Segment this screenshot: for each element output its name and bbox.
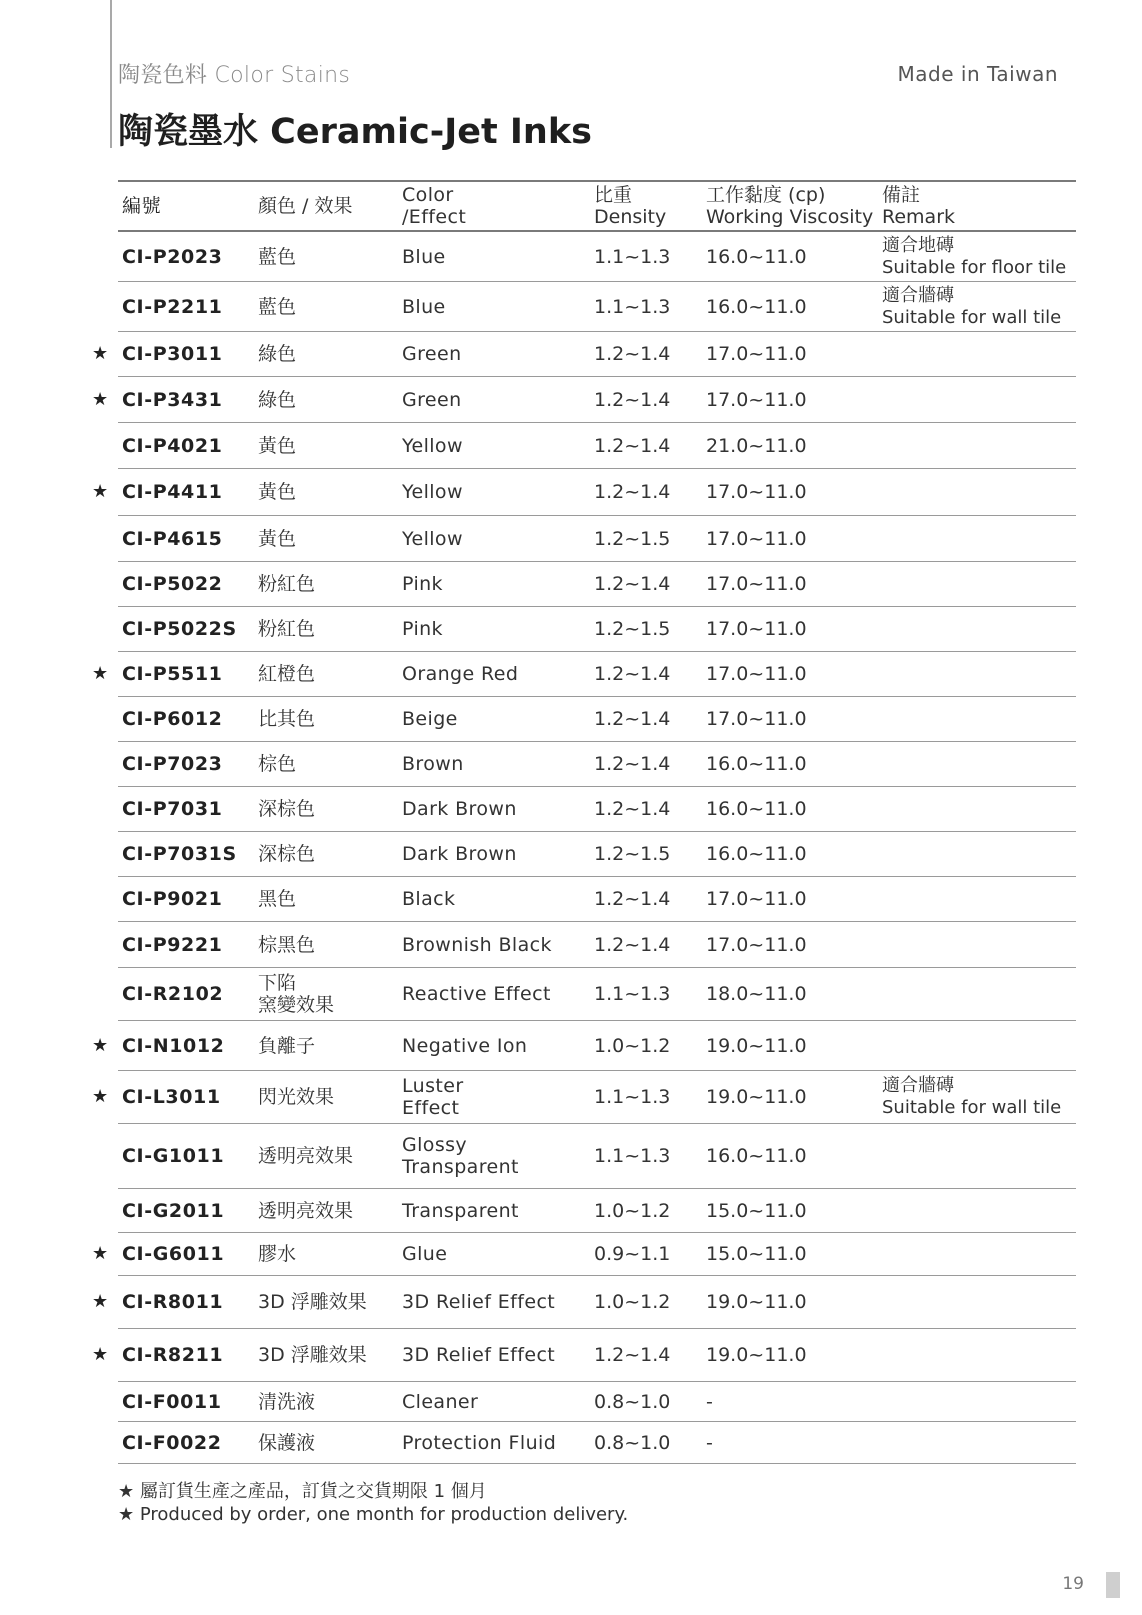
cell-color-en: Brownish Black bbox=[402, 933, 552, 956]
table-row bbox=[92, 469, 1076, 516]
cell-density: 1.2~1.4 bbox=[594, 388, 671, 411]
cell-color-zh: 膠水 bbox=[258, 1243, 297, 1265]
star-marker: ★ bbox=[92, 481, 109, 502]
cell-viscosity: 19.0~11.0 bbox=[706, 1291, 807, 1313]
table-row bbox=[118, 742, 1076, 787]
cell-code: CI-P4021 bbox=[122, 434, 223, 457]
cell-color-zh: 棕色 bbox=[258, 753, 297, 775]
table-row bbox=[118, 607, 1076, 652]
table-row bbox=[118, 423, 1076, 469]
header-viscosity: 工作黏度 (cp) Working Viscosity bbox=[706, 184, 874, 228]
cell-code: CI-R8211 bbox=[122, 1344, 224, 1366]
table-row bbox=[92, 377, 1076, 423]
cell-code: CI-F0011 bbox=[122, 1390, 222, 1413]
cell-viscosity: 19.0~11.0 bbox=[706, 1344, 807, 1366]
cell-viscosity: 17.0~11.0 bbox=[706, 573, 807, 595]
star-marker: ★ bbox=[92, 343, 109, 364]
star-marker: ★ bbox=[92, 663, 109, 684]
header-remark: 備註 Remark bbox=[882, 184, 956, 228]
cell-viscosity: 17.0~11.0 bbox=[706, 481, 807, 503]
cell-color-en: Protection Fluid bbox=[402, 1431, 557, 1454]
cell-color-en: Reactive Effect bbox=[402, 983, 551, 1005]
cell-code: CI-P7031 bbox=[122, 798, 223, 820]
cell-viscosity: 16.0~11.0 bbox=[706, 753, 807, 775]
table-row bbox=[118, 1189, 1076, 1233]
cell-code: CI-P5022 bbox=[122, 573, 223, 595]
cell-color-zh: 下陷 窯變效果 bbox=[258, 972, 335, 1016]
cell-color-zh: 藍色 bbox=[258, 245, 297, 268]
cell-density: 1.1~1.3 bbox=[594, 1086, 671, 1108]
table-row bbox=[118, 787, 1076, 832]
cell-code: CI-P5022S bbox=[122, 618, 237, 640]
table-row bbox=[92, 1276, 1076, 1329]
header-color-en: Color /Effect bbox=[402, 184, 467, 228]
cell-density: 1.2~1.4 bbox=[594, 573, 671, 595]
cell-viscosity: 16.0~11.0 bbox=[706, 295, 807, 318]
cell-color-zh: 黃色 bbox=[258, 434, 297, 457]
cell-viscosity: 15.0~11.0 bbox=[706, 1243, 807, 1265]
cell-viscosity: 17.0~11.0 bbox=[706, 343, 807, 365]
cell-viscosity: 17.0~11.0 bbox=[706, 527, 807, 550]
cell-color-en: Glue bbox=[402, 1243, 448, 1265]
cell-density: 1.2~1.4 bbox=[594, 343, 671, 365]
cell-density: 1.2~1.4 bbox=[594, 933, 671, 956]
cell-density: 1.0~1.2 bbox=[594, 1034, 671, 1057]
cell-color-en: Pink bbox=[402, 618, 443, 640]
header-density: 比重 Density bbox=[594, 184, 667, 228]
cell-color-zh: 粉紅色 bbox=[258, 618, 316, 640]
cell-code: CI-G1011 bbox=[122, 1145, 225, 1167]
cell-code: CI-P6012 bbox=[122, 708, 223, 730]
table-row bbox=[92, 1329, 1076, 1382]
cell-code: CI-P7023 bbox=[122, 753, 223, 775]
cell-color-en: Beige bbox=[402, 708, 458, 730]
table-row bbox=[118, 1382, 1076, 1422]
cell-density: 1.1~1.3 bbox=[594, 1145, 671, 1167]
cell-code: CI-P9021 bbox=[122, 888, 223, 910]
cell-density: 1.2~1.4 bbox=[594, 1344, 671, 1366]
header-code: 編號 bbox=[122, 195, 162, 217]
cell-viscosity: 17.0~11.0 bbox=[706, 388, 807, 411]
table-row bbox=[92, 652, 1076, 697]
cell-color-zh: 透明亮效果 bbox=[258, 1199, 354, 1222]
cell-code: CI-R2102 bbox=[122, 983, 224, 1005]
cell-remark: 適合牆磚 Suitable for wall tile bbox=[882, 1075, 1062, 1118]
page-corner-tab bbox=[1106, 1572, 1120, 1598]
cell-density: 1.0~1.2 bbox=[594, 1199, 671, 1222]
cell-code: CI-L3011 bbox=[122, 1086, 221, 1108]
cell-density: 1.2~1.4 bbox=[594, 798, 671, 820]
cell-color-zh: 3D 浮雕效果 bbox=[258, 1344, 367, 1366]
cell-code: CI-P4615 bbox=[122, 527, 223, 550]
star-marker: ★ bbox=[92, 1034, 109, 1056]
cell-code: CI-P2023 bbox=[122, 245, 223, 268]
cell-color-zh: 3D 浮雕效果 bbox=[258, 1291, 367, 1313]
table-row bbox=[118, 832, 1076, 877]
cell-color-en: Negative Ion bbox=[402, 1034, 528, 1057]
cell-code: CI-P7031S bbox=[122, 843, 237, 865]
cell-color-zh: 紅橙色 bbox=[258, 663, 316, 685]
cell-color-en: Transparent bbox=[402, 1199, 519, 1222]
cell-density: 1.1~1.3 bbox=[594, 983, 671, 1005]
cell-density: 1.2~1.4 bbox=[594, 434, 671, 457]
cell-remark: 適合地磚 Suitable for floor tile bbox=[882, 234, 1067, 278]
cell-color-en: Glossy Transparent bbox=[402, 1134, 519, 1178]
table-row bbox=[92, 1071, 1076, 1124]
cell-viscosity: 17.0~11.0 bbox=[706, 933, 807, 956]
made-in-label: Made in Taiwan bbox=[897, 62, 1058, 86]
cell-color-zh: 棕黑色 bbox=[258, 933, 316, 956]
cell-density: 1.1~1.3 bbox=[594, 245, 671, 268]
cell-viscosity: - bbox=[706, 1390, 713, 1413]
cell-color-zh: 保護液 bbox=[258, 1431, 316, 1454]
cell-color-en: 3D Relief Effect bbox=[402, 1291, 556, 1313]
cell-code: CI-P3431 bbox=[122, 388, 223, 411]
table-row bbox=[118, 232, 1076, 282]
ink-spec-table bbox=[92, 180, 1076, 1464]
cell-remark: 適合牆磚 Suitable for wall tile bbox=[882, 284, 1062, 328]
cell-color-zh: 綠色 bbox=[258, 388, 297, 411]
cell-color-zh: 透明亮效果 bbox=[258, 1145, 354, 1167]
table-row bbox=[92, 1233, 1076, 1276]
table-row bbox=[92, 332, 1076, 377]
cell-color-zh: 深棕色 bbox=[258, 798, 316, 820]
page-title: 陶瓷墨水 Ceramic-Jet Inks bbox=[118, 112, 592, 152]
cell-density: 0.8~1.0 bbox=[594, 1390, 671, 1413]
cell-code: CI-F0022 bbox=[122, 1431, 222, 1454]
cell-code: CI-P9221 bbox=[122, 933, 223, 956]
cell-color-en: Luster Effect bbox=[402, 1075, 464, 1119]
table-row bbox=[118, 562, 1076, 607]
cell-code: CI-N1012 bbox=[122, 1034, 225, 1057]
cell-color-zh: 黃色 bbox=[258, 481, 297, 503]
cell-color-zh: 閃光效果 bbox=[258, 1086, 335, 1108]
cell-density: 1.2~1.5 bbox=[594, 527, 671, 550]
star-marker: ★ bbox=[92, 1086, 109, 1107]
table-row bbox=[118, 1124, 1076, 1189]
cell-viscosity: 17.0~11.0 bbox=[706, 888, 807, 910]
cell-color-en: Orange Red bbox=[402, 663, 519, 685]
table-row bbox=[92, 1021, 1076, 1071]
cell-color-en: Pink bbox=[402, 573, 443, 595]
cell-viscosity: 19.0~11.0 bbox=[706, 1034, 807, 1057]
table-row bbox=[118, 922, 1076, 968]
cell-color-zh: 清洗液 bbox=[258, 1390, 316, 1413]
cell-color-en: Brown bbox=[402, 753, 464, 775]
footnote-zh: ★ 屬訂貨生產之產品，訂貨之交貨期限 1 個月 bbox=[118, 1481, 487, 1502]
cell-code: CI-P3011 bbox=[122, 343, 223, 365]
table-header-row bbox=[118, 180, 1076, 232]
cell-density: 0.8~1.0 bbox=[594, 1431, 671, 1454]
cell-density: 1.2~1.5 bbox=[594, 843, 671, 865]
star-marker: ★ bbox=[92, 1291, 109, 1312]
cell-color-zh: 粉紅色 bbox=[258, 573, 316, 595]
cell-viscosity: 19.0~11.0 bbox=[706, 1086, 807, 1108]
star-marker: ★ bbox=[92, 1344, 109, 1365]
cell-viscosity: 21.0~11.0 bbox=[706, 434, 807, 457]
cell-color-zh: 深棕色 bbox=[258, 843, 316, 865]
cell-code: CI-R8011 bbox=[122, 1291, 224, 1313]
cell-code: CI-P4411 bbox=[122, 481, 223, 503]
cell-color-en: Blue bbox=[402, 295, 446, 318]
cell-color-en: Blue bbox=[402, 245, 446, 268]
cell-density: 1.2~1.4 bbox=[594, 753, 671, 775]
cell-density: 1.2~1.5 bbox=[594, 618, 671, 640]
cell-viscosity: 16.0~11.0 bbox=[706, 798, 807, 820]
cell-viscosity: 17.0~11.0 bbox=[706, 618, 807, 640]
cell-viscosity: 17.0~11.0 bbox=[706, 708, 807, 730]
cell-viscosity: 17.0~11.0 bbox=[706, 663, 807, 685]
cell-code: CI-P5511 bbox=[122, 663, 223, 685]
cell-color-zh: 藍色 bbox=[258, 295, 297, 318]
cell-color-en: Green bbox=[402, 343, 462, 365]
footnote-en: ★ Produced by order, one month for production delivery. bbox=[118, 1504, 629, 1525]
cell-viscosity: 18.0~11.0 bbox=[706, 983, 807, 1005]
cell-color-en: Yellow bbox=[402, 434, 463, 457]
table-row bbox=[118, 968, 1076, 1021]
table-row bbox=[118, 282, 1076, 332]
cell-color-en: 3D Relief Effect bbox=[402, 1344, 556, 1366]
star-marker: ★ bbox=[92, 1243, 109, 1264]
table-body bbox=[92, 232, 1076, 1464]
cell-viscosity: 16.0~11.0 bbox=[706, 245, 807, 268]
table-row bbox=[118, 516, 1076, 562]
cell-color-zh: 黑色 bbox=[258, 888, 297, 910]
cell-color-zh: 負離子 bbox=[258, 1034, 316, 1057]
cell-density: 1.1~1.3 bbox=[594, 295, 671, 318]
cell-color-en: Dark Brown bbox=[402, 843, 517, 865]
cell-viscosity: 16.0~11.0 bbox=[706, 843, 807, 865]
cell-color-zh: 比其色 bbox=[258, 708, 316, 730]
cell-density: 0.9~1.1 bbox=[594, 1243, 671, 1265]
cell-density: 1.2~1.4 bbox=[594, 663, 671, 685]
header-color-zh: 顏色 / 效果 bbox=[258, 195, 353, 217]
cell-color-zh: 綠色 bbox=[258, 343, 297, 365]
cell-density: 1.2~1.4 bbox=[594, 481, 671, 503]
page-number: 19 bbox=[1062, 1574, 1084, 1594]
star-marker: ★ bbox=[92, 388, 109, 410]
cell-density: 1.2~1.4 bbox=[594, 888, 671, 910]
table-row bbox=[118, 1422, 1076, 1464]
cell-color-en: Black bbox=[402, 888, 456, 910]
cell-color-en: Yellow bbox=[402, 481, 463, 503]
cell-color-en: Green bbox=[402, 388, 462, 411]
cell-color-en: Cleaner bbox=[402, 1390, 479, 1413]
cell-color-en: Dark Brown bbox=[402, 798, 517, 820]
cell-code: CI-G6011 bbox=[122, 1243, 225, 1265]
table-row bbox=[118, 877, 1076, 922]
cell-density: 1.2~1.4 bbox=[594, 708, 671, 730]
category-label: 陶瓷色料 Color Stains bbox=[118, 63, 351, 88]
cell-viscosity: 16.0~11.0 bbox=[706, 1145, 807, 1167]
cell-color-zh: 黃色 bbox=[258, 527, 297, 550]
cell-viscosity: 15.0~11.0 bbox=[706, 1199, 807, 1222]
cell-density: 1.0~1.2 bbox=[594, 1291, 671, 1313]
cell-code: CI-G2011 bbox=[122, 1199, 225, 1222]
header-divider-line bbox=[110, 0, 112, 148]
cell-code: CI-P2211 bbox=[122, 295, 223, 318]
table-row bbox=[118, 697, 1076, 742]
cell-viscosity: - bbox=[706, 1431, 713, 1454]
footnotes bbox=[118, 1480, 628, 1526]
cell-color-en: Yellow bbox=[402, 527, 463, 550]
